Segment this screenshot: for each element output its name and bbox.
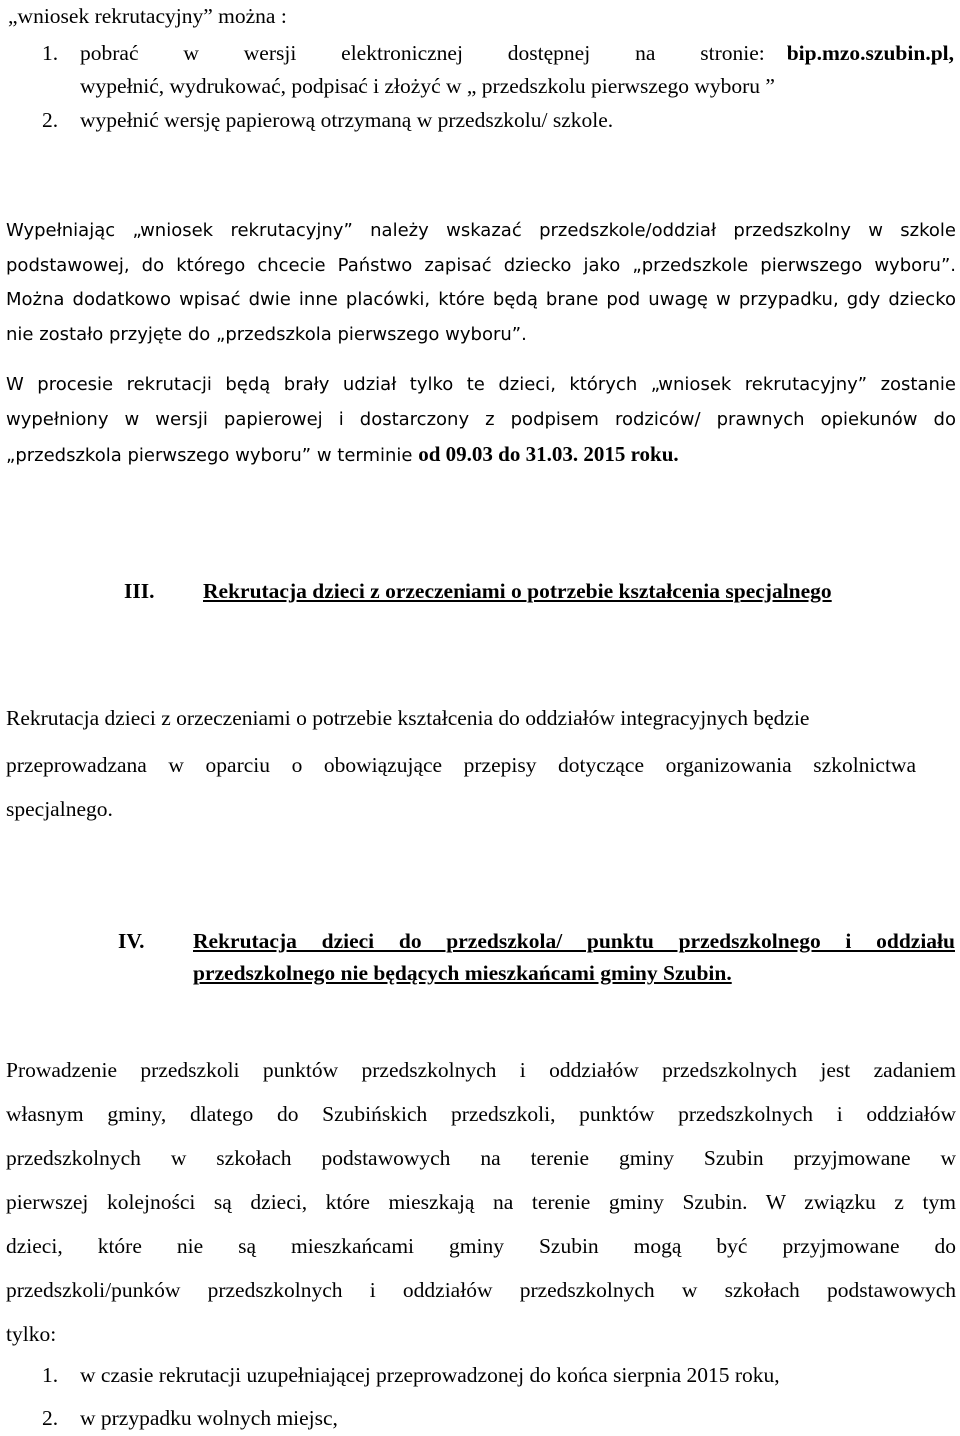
list-item-text: wypełnić wersję papierową otrzymaną w przedszkolu/ szkole. <box>80 108 614 132</box>
section3-body-line: przeprowadzana w oparciu o obowiązujące przepisy dotyczące organizowania szkolnictwa <box>6 753 916 777</box>
list-item-number: 1. <box>42 1363 59 1387</box>
section4-body <box>6 1058 956 1366</box>
section-title: Rekrutacja dzieci z orzeczeniami o potrzebie kształcenia specjalnego <box>203 579 832 603</box>
paragraph-deadline-text: W procesie rekrutacji będą brały udział tylko te dzieci, których „wniosek rekrutacyjny” zostanie wypełniony w wersji papierowej i dostarczony z podpisem rodziców/ prawnych opiekunów do „przedszkola pierwszego wyboru” w terminie <box>6 374 956 466</box>
list-item-text: w czasie rekrutacji uzupełniającej przeprowadzonej do końca sierpnia 2015 roku, <box>80 1363 780 1387</box>
paragraph-choice: Wypełniając „wniosek rekrutacyjny” należy wskazać przedszkole/oddział przedszkolny w szkole podstawowej, do którego chcecie Państwo zapisać dziecko jako „przedszkole pierwszego wyboru”. Można dodatkowo wpisać dwie inne placówki, które będą brane pod uwagę w przypadku, gdy dziecko nie zostało przyjęte do „przedszkola pierwszego wyboru”. <box>6 220 956 345</box>
list-item-number: 1. <box>42 41 59 65</box>
section-title: Rekrutacja dzieci do przedszkola/ punktu przedszkolnego i oddziału <box>193 929 955 953</box>
section3-body-line: specjalnego. <box>6 797 113 821</box>
section4-body-line: Prowadzenie przedszkoli punktów przedszkolnych i oddziałów przedszkolnych jest zadaniem <box>6 1058 956 1082</box>
section4-body-line: przedszkolnych w szkołach podstawowych na terenie gminy Szubin przyjmowane w <box>6 1146 956 1170</box>
list-item-text: w przypadku wolnych miejsc, <box>80 1406 338 1430</box>
list-item-number: 2. <box>42 108 59 132</box>
section4-body-line: przedszkoli/punków przedszkolnych i oddziałów przedszkolnych w szkołach podstawowych <box>6 1278 956 1302</box>
intro-line: „wniosek rekrutacyjny” można : <box>8 4 287 28</box>
section4-body-line: tylko: <box>6 1322 57 1346</box>
list-item-text: wypełnić, wydrukować, podpisać i złożyć w „ przedszkolu pierwszego wyboru ” <box>80 74 775 98</box>
list-item-line <box>80 41 954 66</box>
section4-body-line: pierwszej kolejności są dzieci, które mieszkają na terenie gminy Szubin. W związku z tym <box>6 1190 956 1214</box>
section-title-continued: przedszkolnego nie będących mieszkańcami gminy Szubin. <box>193 961 732 985</box>
section-number: III. <box>124 579 155 603</box>
website-url: bip.mzo.szubin.pl, <box>786 41 954 65</box>
paragraph-deadline <box>6 368 956 474</box>
list-item-number: 2. <box>42 1406 59 1430</box>
section4-body-line: dzieci, które nie są mieszkańcami gminy Szubin mogą być przyjmowane do <box>6 1234 956 1258</box>
section4-body-line: własnym gminy, dlatego do Szubińskich przedszkoli, punktów przedszkolnych i oddziałów <box>6 1102 956 1126</box>
section-number: IV. <box>118 929 145 953</box>
deadline-dates: od 09.03 do 31.03. 2015 roku. <box>418 442 679 466</box>
section3-body-line: Rekrutacja dzieci z orzeczeniami o potrzebie kształcenia do oddziałów integracyjnych będzie <box>6 706 810 730</box>
list-item-text: pobrać w wersji elektronicznej dostępnej na stronie: <box>80 41 765 65</box>
